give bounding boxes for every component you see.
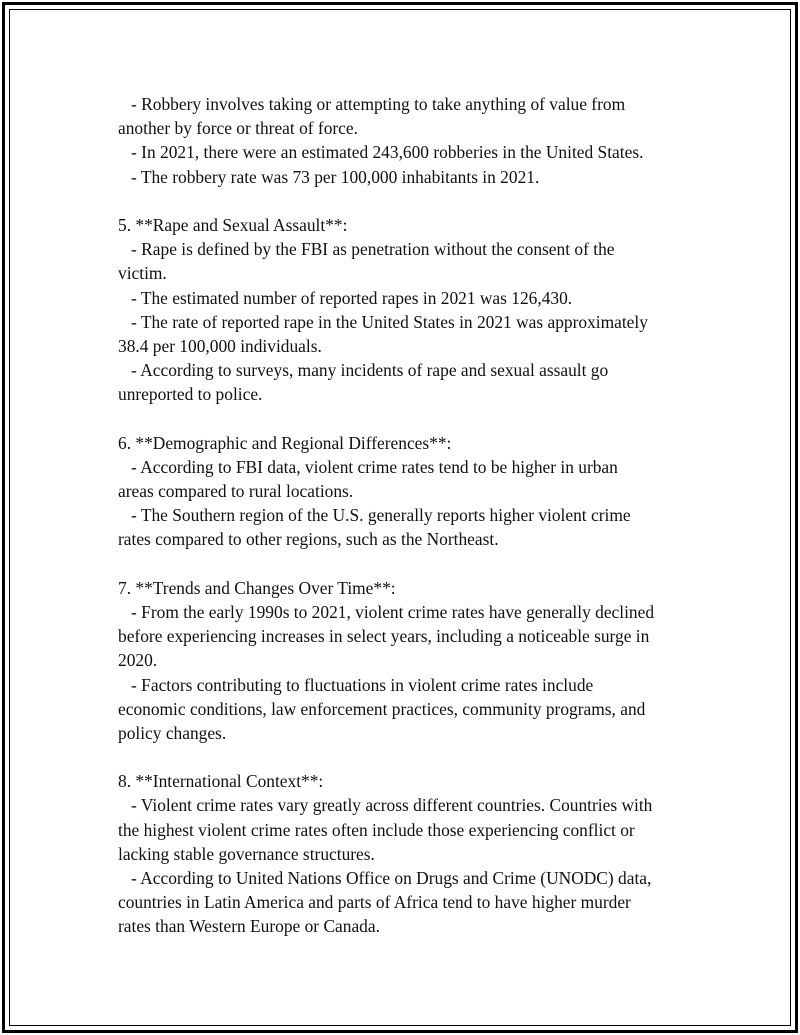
section-heading: 5. **Rape and Sexual Assault**: (118, 214, 348, 235)
text-line: before experiencing increases in select years, including a noticeable surge in (118, 626, 650, 647)
text-line: - The robbery rate was 73 per 100,000 inhabitants in 2021. (118, 166, 540, 187)
text-line: - The Southern region of the U.S. generally reports higher violent crime (118, 505, 631, 526)
text-line: rates compared to other regions, such as the Northeast. (118, 529, 499, 550)
blank-line (118, 406, 698, 430)
text-line: - According to FBI data, violent crime rates tend to be higher in urban (118, 456, 618, 477)
section-heading: 6. **Demographic and Regional Differences**: (118, 432, 452, 453)
blank-line (118, 745, 698, 769)
text-line: lacking stable governance structures. (118, 843, 375, 864)
text-line: - Rape is defined by the FBI as penetration without the consent of the (118, 239, 615, 260)
blank-line (118, 552, 698, 576)
text-line: 38.4 per 100,000 individuals. (118, 335, 322, 356)
text-line: - According to United Nations Office on Drugs and Crime (UNODC) data, (118, 868, 652, 888)
blank-line (118, 189, 698, 213)
text-line: 2020. (118, 650, 158, 671)
text-line: areas compared to rural locations. (118, 481, 354, 501)
text-line: - The rate of reported rape in the United States in 2021 was approximately (118, 311, 648, 332)
document-text (118, 92, 698, 939)
text-line: policy changes. (118, 722, 227, 743)
text-line: economic conditions, law enforcement practices, community programs, and (118, 698, 646, 719)
text-line: - Violent crime rates vary greatly across different countries. Countries with (118, 795, 653, 816)
text-line: countries in Latin America and parts of Africa tend to have higher murder (118, 892, 631, 913)
text-line: - From the early 1990s to 2021, violent crime rates have generally declined (118, 601, 655, 622)
text-line: - Robbery involves taking or attempting to take anything of value from (118, 94, 626, 114)
text-line: - Factors contributing to fluctuations in violent crime rates include (118, 674, 594, 695)
section-heading: 7. **Trends and Changes Over Time**: (118, 577, 396, 598)
section-heading: 8. **International Context**: (118, 771, 324, 792)
text-line: another by force or threat of force. (118, 118, 358, 139)
text-line: - The estimated number of reported rapes in 2021 was 126,430. (118, 287, 573, 308)
text-line: - In 2021, there were an estimated 243,600 robberies in the United States. (118, 142, 644, 163)
text-line: rates than Western Europe or Canada. (118, 916, 380, 937)
text-line: - According to surveys, many incidents of rape and sexual assault go (118, 360, 609, 381)
text-line: victim. (118, 263, 167, 284)
text-line: the highest violent crime rates often include those experiencing conflict or (118, 819, 635, 840)
text-line: unreported to police. (118, 384, 263, 405)
